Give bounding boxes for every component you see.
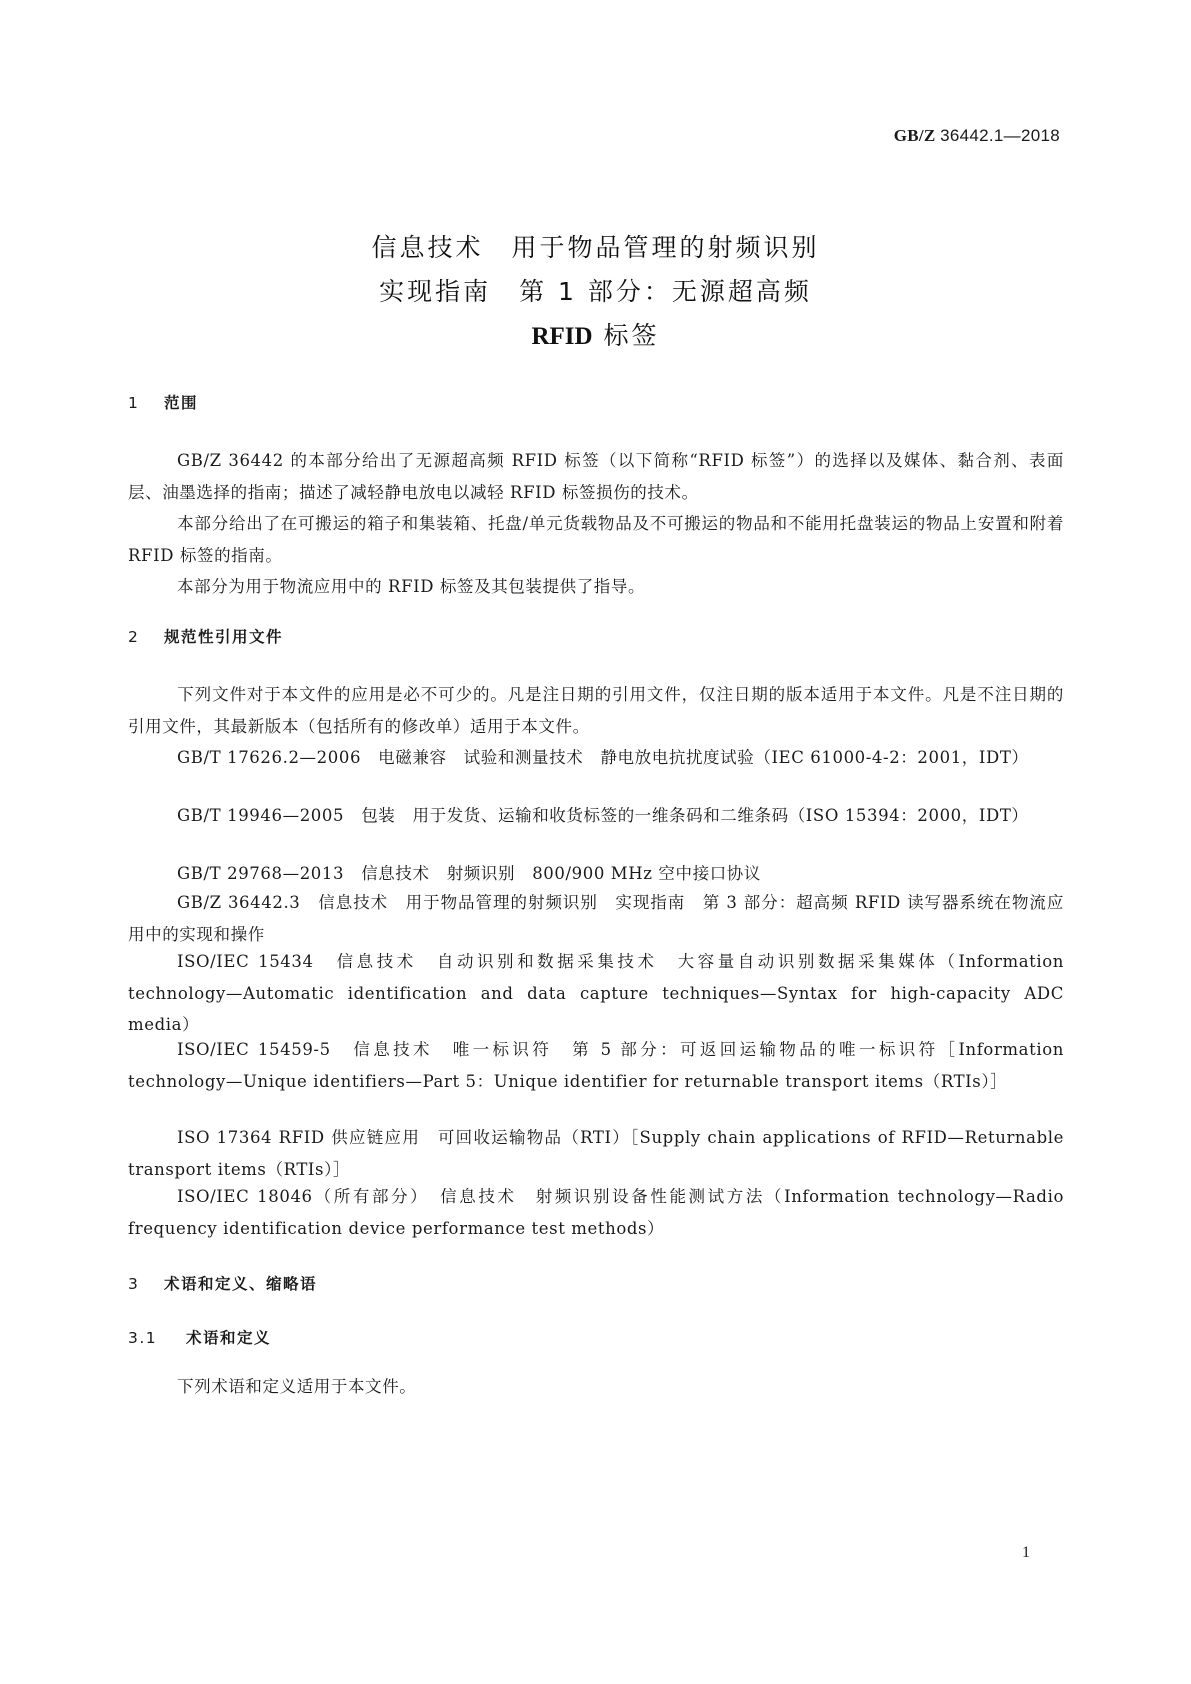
title-line-1: 信息技术 用于物品管理的射频识别 (371, 233, 820, 262)
reference-entry: GB/T 17626.2—2006 电磁兼容 试验和测量技术 静电放电抗扰度试验（IEC 61000-4-2：2001，IDT） (177, 748, 1029, 767)
subsection-number: 3.1 (128, 1329, 158, 1347)
document-title (0, 226, 1191, 359)
section-title: 范围 (164, 394, 199, 412)
section-heading-scope (128, 391, 198, 413)
reference-entry: GB/Z 36442.3 信息技术 用于物品管理的射频识别 实现指南 第 3 部分：超高频 RFID 读写器系统在物流应用中的实现和操作 (128, 893, 1064, 944)
subsection-title: 术语和定义 (186, 1329, 272, 1347)
reference-entry: GB/T 29768—2013 信息技术 射频识别 800/900 MHz 空中接口协议 (177, 864, 762, 883)
paragraph: GB/Z 36442 的本部分给出了无源超高频 RFID 标签（以下简称“RFID 标签”）的选择以及媒体、黏合剂、表面层、油墨选择的指南；描述了减轻静电放电以减轻 RFID 标签损伤的技术。 (128, 451, 1064, 502)
paragraph: 下列术语和定义适用于本文件。 (177, 1377, 417, 1396)
subsection-heading-terms-definitions (128, 1326, 271, 1348)
section-title: 规范性引用文件 (164, 628, 284, 646)
reference-entry: ISO/IEC 15434 信息技术 自动识别和数据采集技术 大容量自动识别数据采集媒体（Information technology—Automatic identification and data capture techniques—Syntax for high-capacity ADC media） (128, 952, 1064, 1034)
paragraph: 本部分给出了在可搬运的箱子和集装箱、托盘/单元货载物品及不可搬运的物品和不能用托盘装运的物品上安置和附着 RFID 标签的指南。 (128, 514, 1064, 565)
section-heading-normative-references (128, 625, 283, 647)
section-number: 3 (128, 1275, 140, 1293)
section-number: 1 (128, 394, 140, 412)
reference-entry: ISO/IEC 15459-5 信息技术 唯一标识符 第 5 部分：可返回运输物品的唯一标识符［Information technology—Unique identifiers—Part 5：Unique identifier for returnable transport items（RTIs）］ (128, 1040, 1064, 1091)
section-number: 2 (128, 628, 140, 646)
paragraph: 下列文件对于本文件的应用是必不可少的。凡是注日期的引用文件，仅注日期的版本适用于本文件。凡是不注日期的引用文件，其最新版本（包括所有的修改单）适用于本文件。 (128, 685, 1064, 736)
title-rfid: RFID (531, 323, 593, 350)
title-line-2: 实现指南 第 1 部分：无源超高频 (379, 277, 812, 306)
standard-number: 36442.1—2018 (940, 126, 1060, 145)
paragraph: 本部分为用于物流应用中的 RFID 标签及其包装提供了指导。 (177, 577, 646, 596)
title-line-3 (0, 314, 1191, 359)
standard-prefix: GB/Z (893, 126, 936, 145)
reference-entry: ISO 17364 RFID 供应链应用 可回收运输物品（RTI）［Supply chain applications of RFID—Returnable transport items（RTIs）］ (128, 1128, 1064, 1179)
standard-code (894, 126, 1060, 146)
section-title: 术语和定义、缩略语 (164, 1275, 318, 1293)
title-label: 标签 (592, 321, 660, 350)
section-heading-terms-abbreviations (128, 1272, 317, 1294)
reference-entry: GB/T 19946—2005 包装 用于发货、运输和收货标签的一维条码和二维条码（ISO 15394：2000，IDT） (177, 806, 1029, 825)
reference-entry: ISO/IEC 18046（所有部分） 信息技术 射频识别设备性能测试方法（Information technology—Radio frequency identification device performance test methods） (128, 1187, 1064, 1238)
page-number: 1 (1022, 1544, 1030, 1561)
